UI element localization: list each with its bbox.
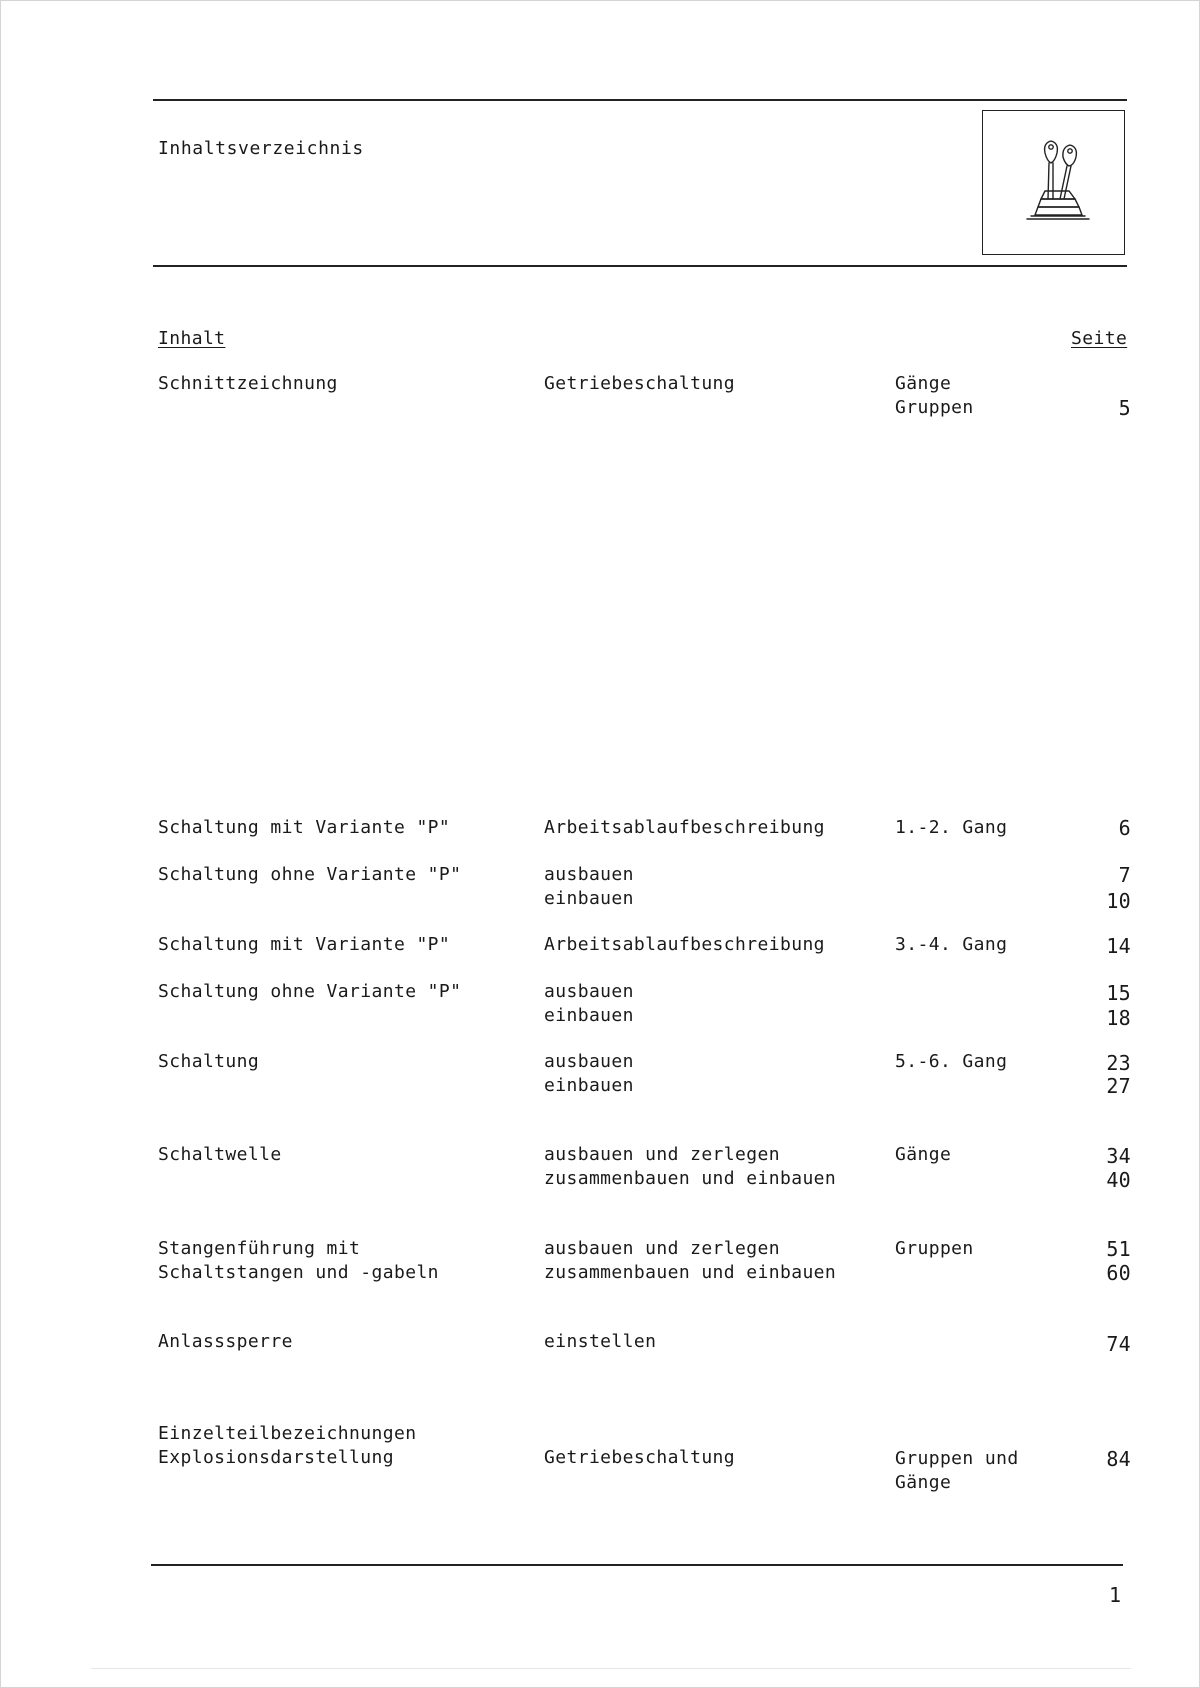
- toc-action: einbauen: [544, 1005, 634, 1026]
- toc-subject: Explosionsdarstellung: [158, 1447, 394, 1468]
- toc-scope: Gänge: [895, 1144, 952, 1165]
- toc-page: 6: [1118, 816, 1131, 840]
- toc-page: 40: [1106, 1168, 1131, 1192]
- section-icon-frame: [982, 110, 1125, 255]
- header-bottom-rule: [153, 265, 1127, 267]
- toc-subject: Schaltung: [158, 1051, 260, 1072]
- toc-page: 18: [1106, 1006, 1131, 1030]
- toc-scope: Gruppen: [895, 1238, 974, 1259]
- toc-heading: Inhalt: [158, 328, 226, 349]
- toc-action: Arbeitsablaufbeschreibung: [544, 934, 825, 955]
- toc-page: 23: [1106, 1051, 1131, 1075]
- toc-subject: Schaltstangen und -gabeln: [158, 1262, 439, 1283]
- toc-page: 10: [1106, 889, 1131, 913]
- toc-action: einstellen: [544, 1331, 657, 1352]
- page-title: Inhaltsverzeichnis: [158, 138, 364, 159]
- toc-subject: Schaltung ohne Variante "P": [158, 981, 462, 1002]
- toc-subject: Schaltwelle: [158, 1144, 282, 1165]
- toc-action: einbauen: [544, 1075, 634, 1096]
- toc-page: 34: [1106, 1144, 1131, 1168]
- page-column-heading: Seite: [1071, 328, 1128, 349]
- toc-page: 74: [1106, 1332, 1131, 1356]
- toc-action: ausbauen und zerlegen: [544, 1144, 780, 1165]
- toc-action: Getriebeschaltung: [544, 1447, 736, 1468]
- toc-page: 51: [1106, 1237, 1131, 1261]
- footer-rule: [151, 1564, 1123, 1566]
- toc-page: 27: [1106, 1074, 1131, 1098]
- toc-page: 7: [1118, 863, 1131, 887]
- toc-scope: Gruppen: [895, 397, 974, 418]
- toc-subject: Anlasssperre: [158, 1331, 293, 1352]
- toc-scope: 1.-2. Gang: [895, 817, 1008, 838]
- toc-page: 5: [1118, 396, 1131, 420]
- header-top-rule: [153, 99, 1127, 101]
- toc-action: Getriebeschaltung: [544, 373, 736, 394]
- toc-scope: 5.-6. Gang: [895, 1051, 1008, 1072]
- toc-subject: Schnittzeichnung: [158, 373, 338, 394]
- toc-action: zusammenbauen und einbauen: [544, 1168, 837, 1189]
- toc-subject: Schaltung mit Variante "P": [158, 817, 451, 838]
- toc-page: 14: [1106, 934, 1131, 958]
- toc-action: ausbauen: [544, 981, 634, 1002]
- toc-subject: Schaltung ohne Variante "P": [158, 864, 462, 885]
- toc-subject: Schaltung mit Variante "P": [158, 934, 451, 955]
- toc-scope: Gänge: [895, 373, 952, 394]
- gear-shift-levers-icon: [983, 111, 1126, 256]
- toc-page: 15: [1106, 981, 1131, 1005]
- toc-page: 60: [1106, 1261, 1131, 1285]
- toc-subject: Einzelteilbezeichnungen: [158, 1423, 417, 1444]
- toc-action: Arbeitsablaufbeschreibung: [544, 817, 825, 838]
- toc-action: zusammenbauen und einbauen: [544, 1262, 837, 1283]
- scan-edge-line: [91, 1668, 1131, 1669]
- toc-scope: Gänge: [895, 1472, 952, 1493]
- toc-action: ausbauen: [544, 864, 634, 885]
- toc-page: 84: [1106, 1447, 1131, 1471]
- toc-action: einbauen: [544, 888, 634, 909]
- toc-scope: 3.-4. Gang: [895, 934, 1008, 955]
- toc-subject: Stangenführung mit: [158, 1238, 361, 1259]
- page-number: 1: [1108, 1583, 1121, 1607]
- toc-action: ausbauen: [544, 1051, 634, 1072]
- toc-action: ausbauen und zerlegen: [544, 1238, 780, 1259]
- toc-scope: Gruppen und: [895, 1448, 1019, 1469]
